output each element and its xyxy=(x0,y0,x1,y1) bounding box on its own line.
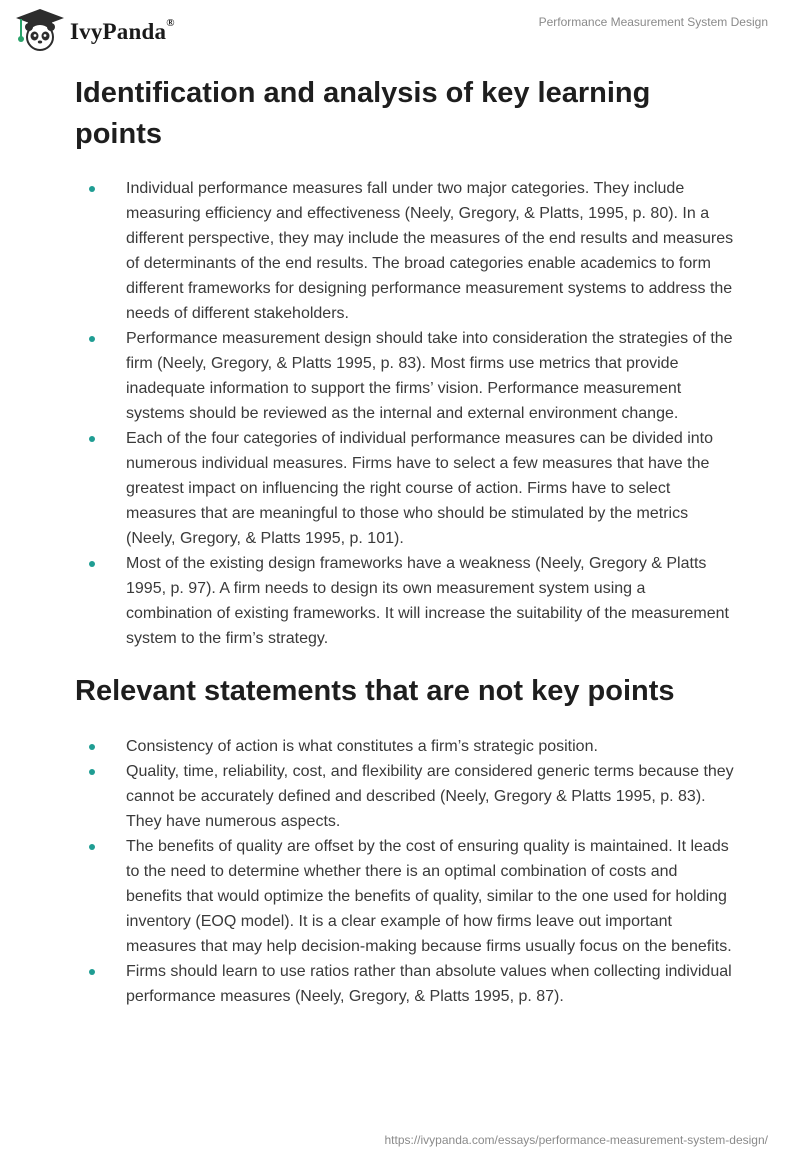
source-url-link[interactable]: https://ivypanda.com/essays/performance-measurement-system-design/ xyxy=(384,1133,768,1147)
key-points-list xyxy=(75,176,735,651)
document-title: Performance Measurement System Design xyxy=(538,15,768,29)
brand-name: IvyPanda® xyxy=(70,17,175,44)
ivypanda-logo[interactable] xyxy=(14,7,175,53)
list-item: Each of the four categories of individual performance measures can be divided into numerous individual measures. Firms have to select a few measures that have the greatest impact on influencing the right course of action. Firms have to select measures that are meaningful to those who should be stimulated by the metrics (Neely, Gregory, & Platts 1995, p. 101). xyxy=(75,426,735,551)
bullet-icon xyxy=(89,561,95,567)
page-header xyxy=(0,0,800,60)
section-heading-not-key-points: Relevant statements that are not key points xyxy=(75,675,675,707)
list-item: Performance measurement design should take into consideration the strategies of the firm (Neely, Gregory, & Platts 1995, p. 83). Most firms use metrics that provide inadequate information to support the firms’ vision. Performance measurement systems should be reviewed as the internal and external environment change. xyxy=(75,326,735,426)
essay-content xyxy=(75,70,735,1009)
list-item: Most of the existing design frameworks have a weakness (Neely, Gregory & Platts 1995, p. 97). A firm needs to design its own measurement system using a combination of existing frameworks. It will increase the suitability of the measurement system to the firm’s strategy. xyxy=(75,551,735,651)
list-item: Consistency of action is what constitutes a firm’s strategic position. xyxy=(75,734,735,759)
bullet-icon xyxy=(89,969,95,975)
section-heading-key-points: Identification and analysis of key learning points xyxy=(75,77,651,150)
list-item: Firms should learn to use ratios rather than absolute values when collecting individual performance measures (Neely, Gregory, & Platts 1995, p. 87). xyxy=(75,959,735,1009)
bullet-icon xyxy=(89,844,95,850)
bullet-icon xyxy=(89,744,95,750)
list-item: Quality, time, reliability, cost, and flexibility are considered generic terms because they cannot be accurately defined and described (Neely, Gregory & Platts 1995, p. 83). They have numerous aspects. xyxy=(75,759,735,834)
not-key-points-list xyxy=(75,734,735,1009)
bullet-icon xyxy=(89,336,95,342)
list-item: The benefits of quality are offset by the cost of ensuring quality is maintained. It leads to the need to determine whether there is an optimal combination of costs and benefits that would optimize the benefits of quality, similar to the one used for holding inventory (EOQ model). It is a clear example of how firms leave out important measures that may help decision-making because firms usually focus on the benefits. xyxy=(75,834,735,959)
bullet-icon xyxy=(89,436,95,442)
list-item: Individual performance measures fall under two major categories. They include measuring efficiency and effectiveness (Neely, Gregory, & Platts, 1995, p. 80). In a different perspective, they may include the measures of the end results and measures of determinants of the end results. The broad categories enable academics to form different frameworks for designing performance measurement systems to address the needs of different stakeholders. xyxy=(75,176,735,326)
bullet-icon xyxy=(89,186,95,192)
bullet-icon xyxy=(89,769,95,775)
panda-graduate-icon xyxy=(14,7,66,53)
